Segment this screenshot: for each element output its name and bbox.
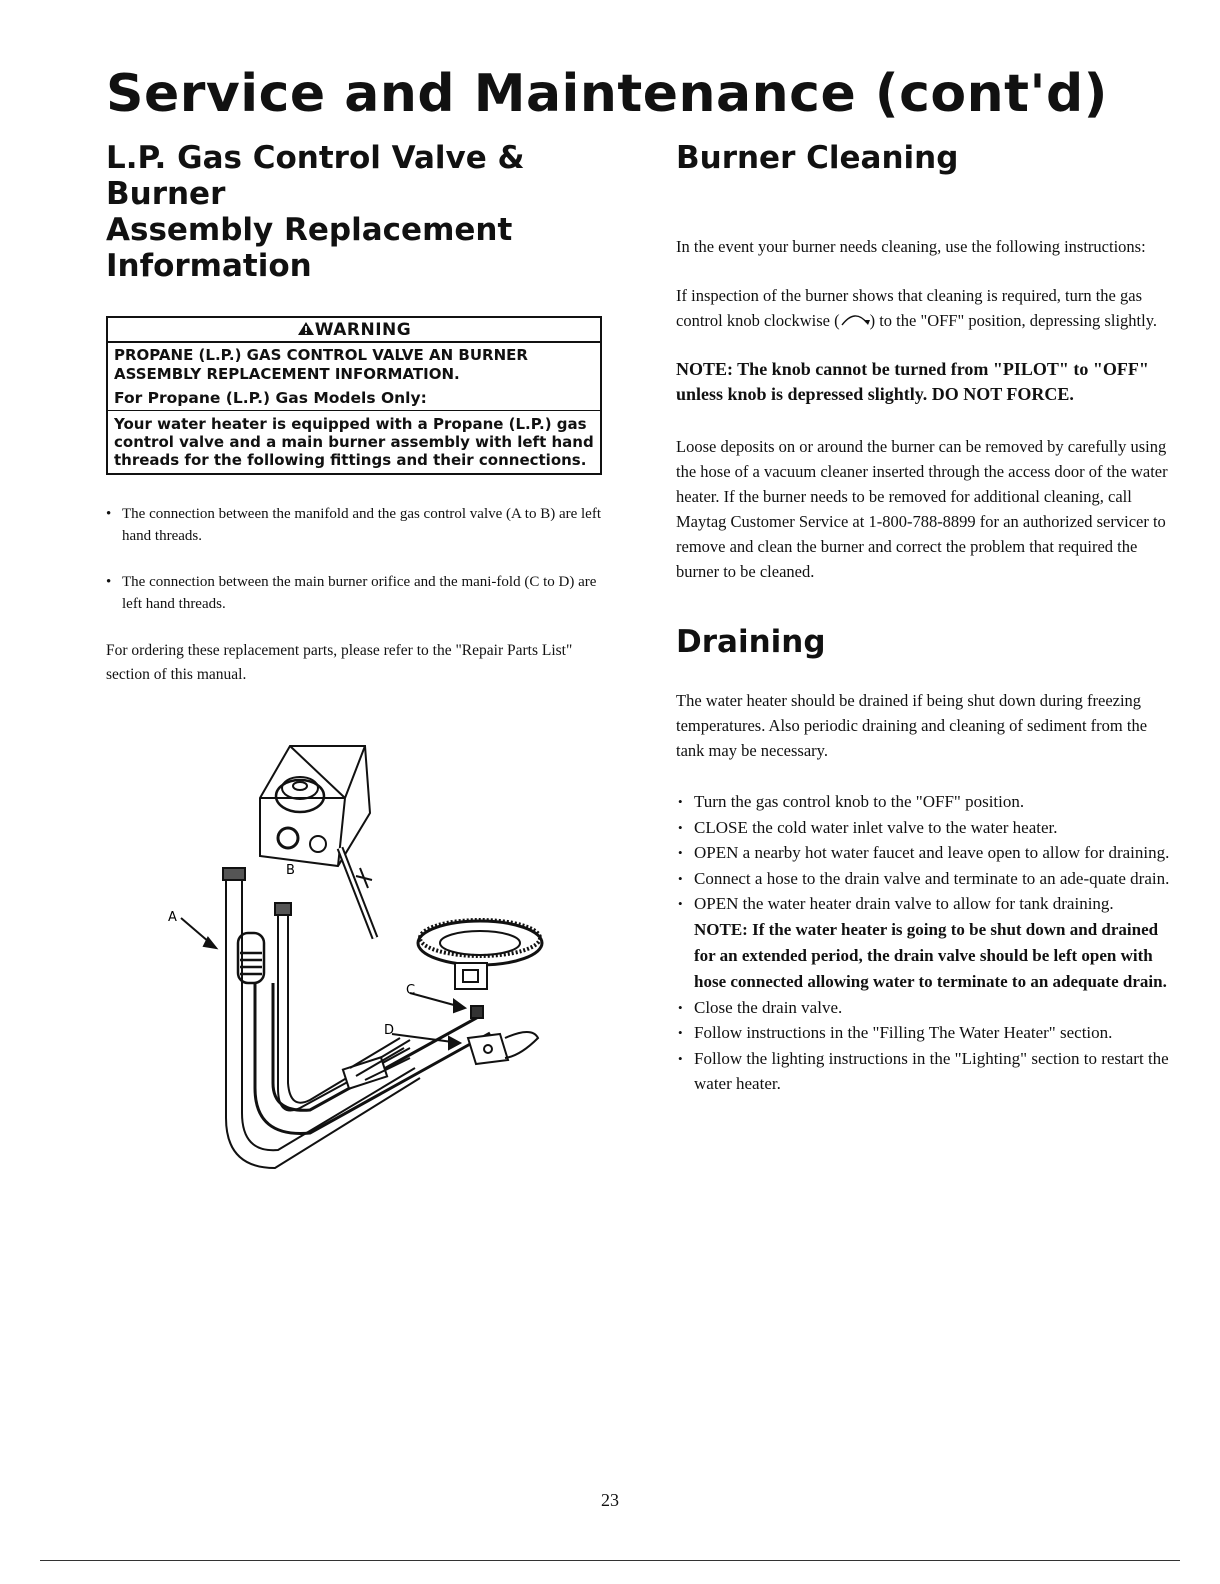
valve-body-shape (260, 746, 370, 866)
right-column (676, 140, 1176, 1097)
draining-note: NOTE: If the water heater is going to be shut down and drained for an extended period, the drain valve should be left open with hose connected allowing water to terminate to an adequate drain. (694, 919, 1167, 991)
warning-title-text: WARNING (314, 320, 412, 340)
warning-box (106, 316, 602, 475)
ordering-paragraph: For ordering these replacement parts, please refer to the "Repair Parts List" section of this manual. (106, 642, 573, 683)
warning-body: Your water heater is equipped with a Propane (L.P.) gas control valve and a main burner assembly with left hand threads for the following fittings and their connections. (114, 415, 594, 469)
bottom-rule (40, 1560, 1180, 1561)
burner-inspection (676, 283, 1176, 333)
page-title: Service and Maintenance (cont'd) (106, 64, 1108, 124)
burner-inspection-part-2: ) to the "OFF" position, depressing slightly. (869, 311, 1157, 330)
draining-step-5 (676, 891, 1176, 995)
draining-heading: Draining (676, 624, 826, 660)
lp-valve-heading (106, 140, 606, 284)
burner-inspection-part-1: If inspection of the burner shows that cleaning is required, turn the gas control knob clockwise ( (676, 286, 1142, 330)
warning-headline-1: PROPANE (L.P.) GAS CONTROL VALVE AN BURNER (114, 346, 528, 364)
draining-step-2: • CLOSE the cold water inlet valve to the water heater. (676, 815, 1176, 841)
warning-subheading: For Propane (L.P.) Gas Models Only: (108, 383, 600, 411)
draining-step-5-text: OPEN the water heater drain valve to allow for tank draining. (694, 894, 1114, 913)
thread-list (106, 503, 606, 615)
page-number: 23 (601, 1490, 619, 1510)
left-column (106, 140, 606, 687)
draining-step-1: • Turn the gas control knob to the "OFF" position. (676, 789, 1176, 815)
label-b: B (286, 863, 295, 878)
valve-burner-diagram (160, 738, 560, 1178)
burner-intro: In the event your burner needs cleaning, use the following instructions: (676, 237, 1146, 256)
draining-step-4: • Connect a hose to the drain valve and terminate to an ade-quate drain. (676, 866, 1176, 892)
lp-valve-heading-line-3: Information (106, 248, 312, 284)
draining-intro: The water heater should be drained if being shut down during freezing temperatures. Also periodic draining and cleaning of sediment from the tank may be necessary. (676, 691, 1148, 760)
burner-deposits: Loose deposits on or around the burner can be removed by carefully using the hose of a vacuum cleaner inserted through the access door of the water heater. If the burner needs to be removed for additional cleaning, call Maytag Customer Service at 1-800-788-8899 for an authorized servicer to remove and clean the burner and correct the problem that required the burner to be cleaned. (676, 437, 1168, 581)
draining-steps (676, 789, 1176, 1097)
draining-step-7: • Follow instructions in the "Filling The Water Heater" section. (676, 1020, 1176, 1046)
valve-burner-figure (160, 738, 560, 1178)
warning-triangle-icon (297, 321, 315, 336)
burner-note: NOTE: The knob cannot be turned from "PILOT" to "OFF" unless knob is depressed slightly. DO NOT FORCE. (676, 359, 1149, 404)
draining-step-3: • OPEN a nearby hot water faucet and leave open to allow for draining. (676, 840, 1176, 866)
burner-cleaning-heading: Burner Cleaning (676, 140, 959, 176)
label-c: C (406, 983, 416, 998)
label-d: D (384, 1023, 395, 1038)
thread-item-orifice: • The connection between the main burner orifice and the mani-fold (C to D) are left hand threads. (106, 571, 606, 615)
warning-headline-2: ASSEMBLY REPLACEMENT INFORMATION. (114, 365, 460, 383)
lp-valve-heading-line-1: L.P. Gas Control Valve & Burner (106, 140, 525, 212)
thread-item-manifold: • The connection between the manifold and the gas control valve (A to B) are left hand threads. (106, 503, 606, 547)
draining-step-6: • Close the drain valve. (676, 995, 1176, 1021)
label-a: A (168, 910, 177, 925)
clockwise-arrow-icon (840, 312, 870, 326)
lp-valve-heading-line-2: Assembly Replacement (106, 212, 513, 248)
warning-title (108, 318, 600, 343)
draining-step-8: • Follow the lighting instructions in the "Lighting" section to restart the water heater. (676, 1046, 1176, 1097)
